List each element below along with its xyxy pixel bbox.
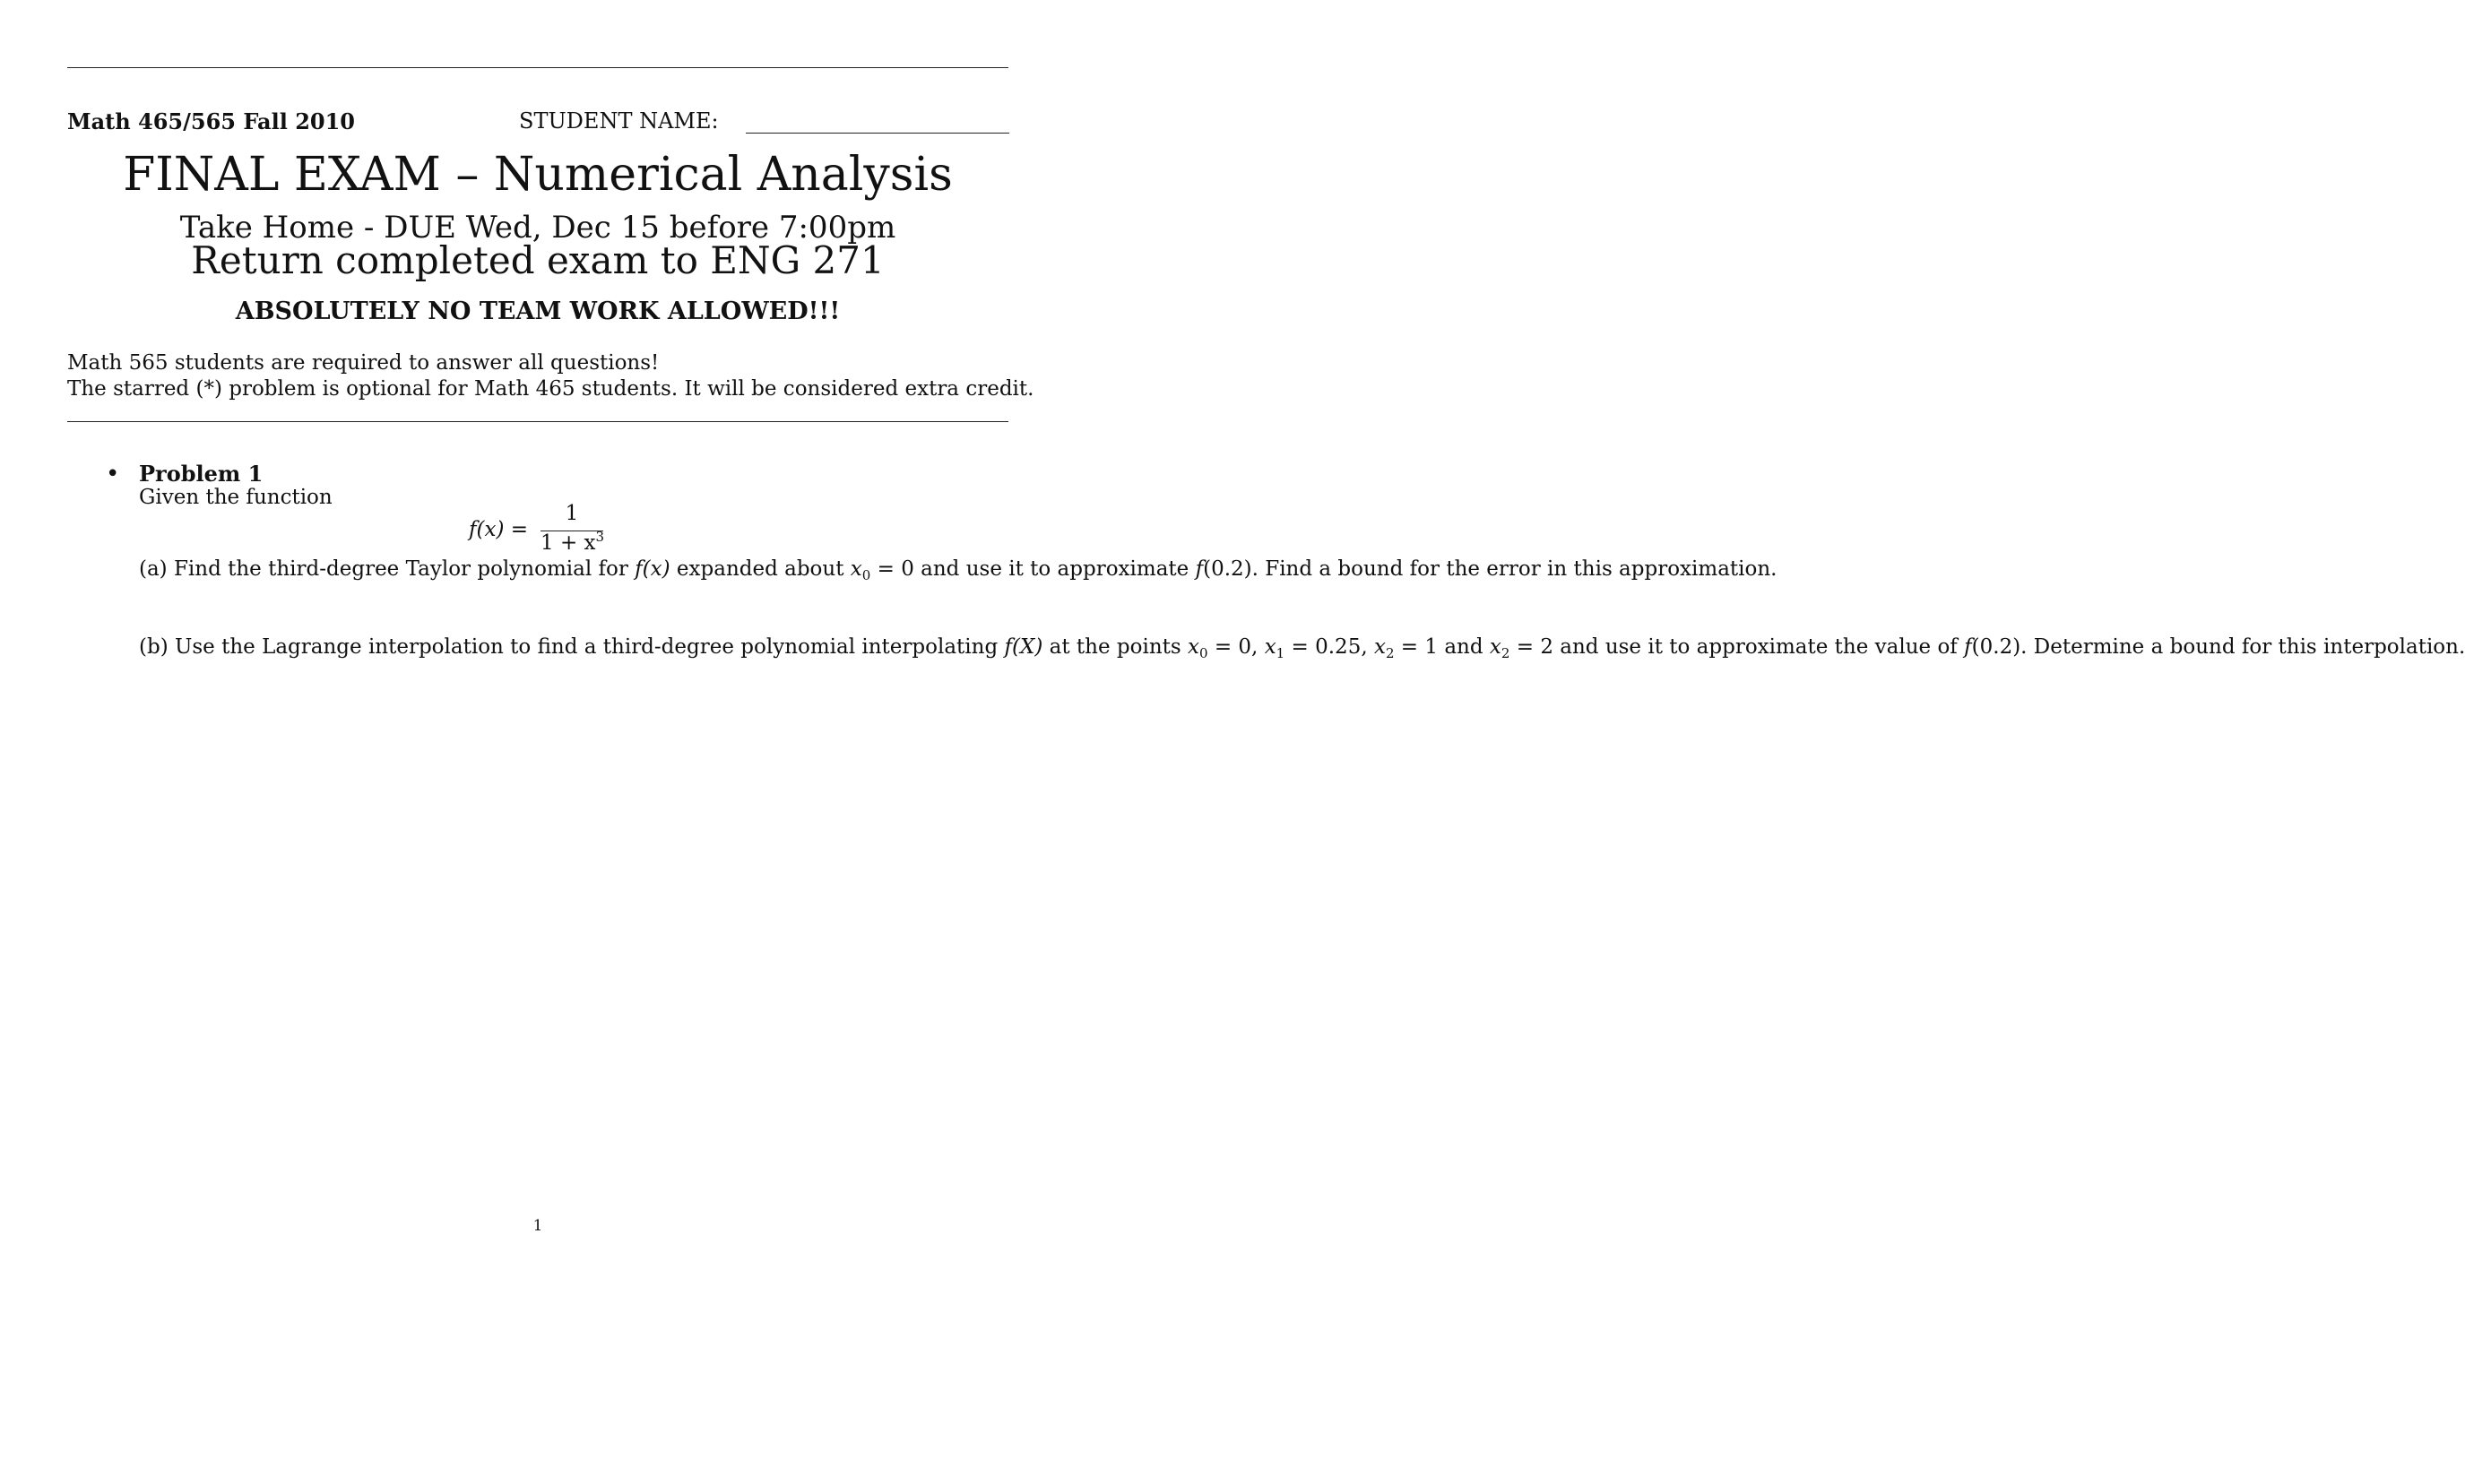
bullet-icon: • — [106, 461, 120, 487]
student-name-blank — [746, 133, 1009, 134]
course-label: Math 465/565 Fall 2010 — [67, 108, 355, 134]
instruction-line-1: Math 565 students are required to answer all questions! — [67, 351, 660, 375]
formula-denominator: $1 + x^3$ — [541, 529, 605, 555]
formula-lhs: f(x) = — [469, 518, 529, 541]
return-note: Return completed exam to ENG 271 — [191, 238, 885, 282]
problem-title: Problem 1 — [139, 461, 264, 487]
student-name-label: STUDENT NAME: — [519, 108, 719, 134]
problem-intro: Given the function — [139, 486, 333, 509]
part-b-text: (b) Use the Lagrange interpolation to find a third-degree polynomial interpolating f(X) at the points $x_0 = 0$, $x_1 = 0.25$, $x_2 = 1$ and $x_2 = 2$ and use it to approximate the value of f(0.2). Determine a bound for this interpolation. — [139, 635, 2465, 661]
instruction-line-2: The starred (*) problem is optional for Math 465 students. It will be considered extra credit. — [67, 377, 1034, 401]
formula-numerator: 1 — [565, 502, 579, 525]
formula-fraction — [541, 502, 603, 556]
top-rule — [67, 67, 1008, 68]
exam-title: FINAL EXAM – Numerical Analysis — [123, 148, 953, 202]
part-a-text: (a) Find the third-degree Taylor polynomial for f(x) expanded about $x_0 = 0$ and use it to approximate f(0.2). Find a bound for the error in this approximation. — [139, 557, 1777, 583]
due-subtitle: Take Home - DUE Wed, Dec 15 before 7:00pm — [179, 210, 896, 246]
page-number: 1 — [532, 1217, 543, 1235]
section-rule — [67, 421, 1008, 422]
team-work-warning: ABSOLUTELY NO TEAM WORK ALLOWED!!! — [235, 298, 841, 325]
